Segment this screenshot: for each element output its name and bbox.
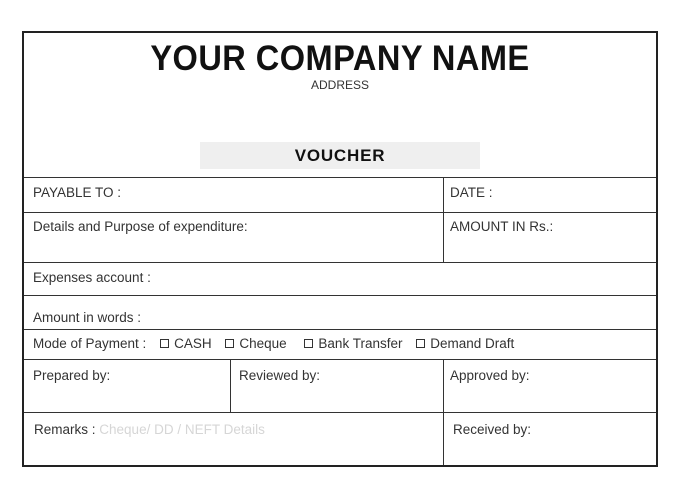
divider bbox=[24, 177, 656, 178]
company-name: YOUR COMPANY NAME bbox=[150, 39, 530, 78]
remarks-hint: Cheque/ DD / NEFT Details bbox=[99, 422, 265, 437]
prepared-by-field[interactable]: Prepared by: bbox=[33, 368, 111, 383]
divider bbox=[230, 359, 231, 412]
divider bbox=[24, 329, 656, 330]
divider bbox=[443, 359, 444, 465]
payment-option-cash[interactable]: CASH bbox=[160, 336, 212, 351]
checkbox-icon[interactable] bbox=[304, 339, 313, 348]
checkbox-icon[interactable] bbox=[416, 339, 425, 348]
approved-by-field[interactable]: Approved by: bbox=[450, 368, 530, 383]
divider bbox=[24, 295, 656, 296]
payment-option-bank-transfer[interactable]: Bank Transfer bbox=[304, 336, 402, 351]
mode-of-payment-row bbox=[33, 336, 514, 351]
date-field[interactable]: DATE : bbox=[450, 185, 493, 200]
payment-option-demand-draft[interactable]: Demand Draft bbox=[416, 336, 514, 351]
divider bbox=[443, 177, 444, 262]
checkbox-icon[interactable] bbox=[160, 339, 169, 348]
received-by-field[interactable]: Received by: bbox=[453, 422, 532, 437]
payable-to-field[interactable]: PAYABLE TO : bbox=[33, 185, 122, 200]
mode-of-payment-label: Mode of Payment : bbox=[33, 336, 147, 351]
divider bbox=[24, 359, 656, 360]
amount-in-words-field[interactable]: Amount in words : bbox=[33, 310, 142, 325]
details-purpose-field[interactable]: Details and Purpose of expenditure: bbox=[33, 219, 248, 234]
voucher-form bbox=[22, 31, 658, 467]
expenses-account-field[interactable]: Expenses account : bbox=[33, 270, 151, 285]
voucher-title: VOUCHER bbox=[200, 142, 480, 169]
amount-rs-field[interactable]: AMOUNT IN Rs.: bbox=[450, 219, 554, 234]
divider bbox=[24, 212, 656, 213]
remarks-field[interactable] bbox=[34, 422, 265, 437]
divider bbox=[24, 262, 656, 263]
reviewed-by-field[interactable]: Reviewed by: bbox=[239, 368, 321, 383]
remarks-label: Remarks : bbox=[34, 422, 96, 437]
company-address: ADDRESS bbox=[310, 78, 369, 92]
checkbox-icon[interactable] bbox=[225, 339, 234, 348]
divider bbox=[24, 412, 656, 413]
payment-option-cheque[interactable]: Cheque bbox=[225, 336, 286, 351]
